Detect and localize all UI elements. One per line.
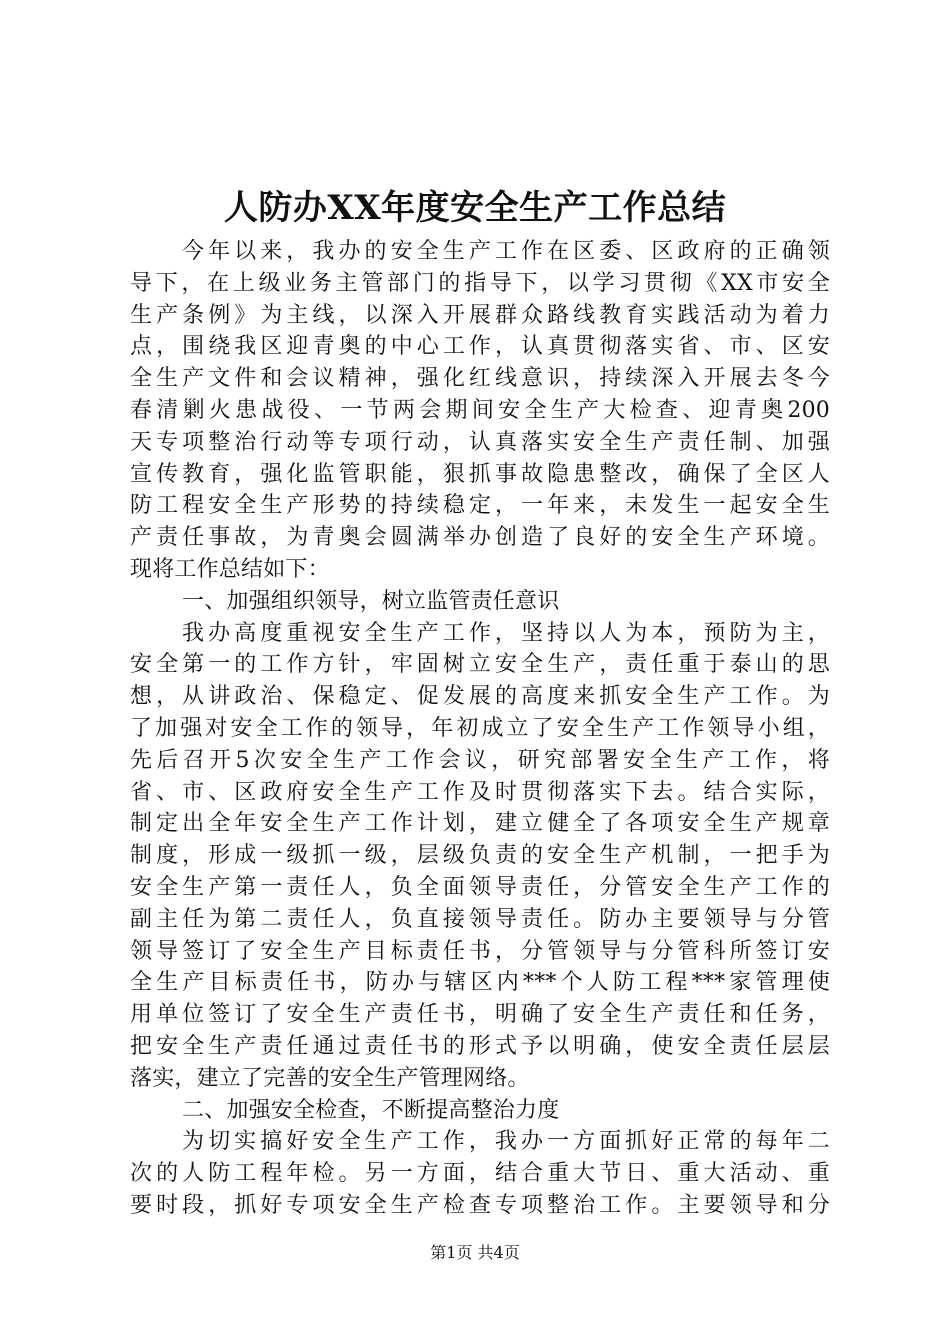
document-body — [130, 236, 830, 1222]
text-line: 副主任为第二责任人，负直接领导责任。防办主要领导与分管 — [130, 906, 830, 932]
text-line: 产责任事故，为青奥会圆满举办创造了良好的安全生产环境。 — [130, 525, 830, 551]
text-line: 领导签订了安全生产目标责任书，分管领导与分管科所签订安 — [130, 938, 830, 964]
document-title: 人防办XX年度安全生产工作总结 — [223, 188, 727, 228]
text-line: 防工程安全生产形势的持续稳定，一年来，未发生一起安全生 — [130, 493, 830, 519]
text-line: 为切实搞好安全生产工作，我办一方面抓好正常的每年二 — [182, 1129, 830, 1155]
text-line: 制定出全年安全生产工作计划，建立健全了各项安全生产规章 — [130, 811, 830, 837]
text-line: 全生产目标责任书，防办与辖区内***个人防工程***家管理使 — [130, 970, 830, 996]
text-line: 制度，形成一级抓一级，层级负责的安全生产机制，一把手为 — [130, 843, 830, 869]
text-line: 落实，建立了完善的安全生产管理网络。 — [130, 1065, 530, 1091]
section-heading: 二、加强安全检查，不断提高整治力度 — [182, 1097, 560, 1123]
text-line: 现将工作总结如下： — [130, 556, 330, 582]
text-line: 先后召开5次安全生产工作会议，研究部署安全生产工作，将 — [130, 747, 830, 773]
text-line: 用单位签订了安全生产责任书，明确了安全生产责任和任务， — [130, 1002, 830, 1028]
text-line: 把安全生产责任通过责任书的形式予以明确，使安全责任层层 — [130, 1033, 830, 1059]
page-number: 第1页 共4页 — [430, 1243, 520, 1262]
text-line: 安全生产第一责任人，负全面领导责任，分管安全生产工作的 — [130, 874, 830, 900]
text-line: 要时段，抓好专项安全生产检查专项整治工作。主要领导和分 — [130, 1192, 830, 1218]
text-line: 我办高度重视安全生产工作，坚持以人为本，预防为主， — [182, 620, 830, 646]
text-line: 生产条例》为主线，以深入开展群众路线教育实践活动为着力 — [130, 302, 830, 328]
text-line: 春清剿火患战役、一节两会期间安全生产大检查、迎青奥200 — [130, 397, 830, 423]
text-line: 省、市、区政府安全生产工作及时贯彻落实下去。结合实际， — [130, 779, 830, 805]
text-line: 今年以来，我办的安全生产工作在区委、区政府的正确领 — [182, 239, 830, 264]
text-line: 点，围绕我区迎青奥的中心工作，认真贯彻落实省、市、区安 — [130, 334, 830, 360]
text-line: 想，从讲政治、保稳定、促发展的高度来抓安全生产工作。为 — [130, 684, 830, 710]
text-line: 了加强对安全工作的领导，年初成立了安全生产工作领导小组， — [130, 715, 830, 741]
text-line: 天专项整治行动等专项行动，认真落实安全生产责任制、加强 — [130, 429, 830, 455]
text-line: 次的人防工程年检。另一方面，结合重大节日、重大活动、重 — [130, 1161, 830, 1187]
text-line: 全生产文件和会议精神，强化红线意识，持续深入开展去冬今 — [130, 366, 830, 392]
text-line: 宣传教育，强化监管职能，狠抓事故隐患整改，确保了全区人 — [130, 461, 830, 487]
section-heading: 一、加强组织领导，树立监管责任意识 — [182, 588, 560, 614]
text-line: 导下，在上级业务主管部门的指导下，以学习贯彻《XX市安全 — [130, 270, 830, 296]
text-line: 安全第一的工作方针，牢固树立安全生产，责任重于泰山的思 — [130, 652, 830, 678]
